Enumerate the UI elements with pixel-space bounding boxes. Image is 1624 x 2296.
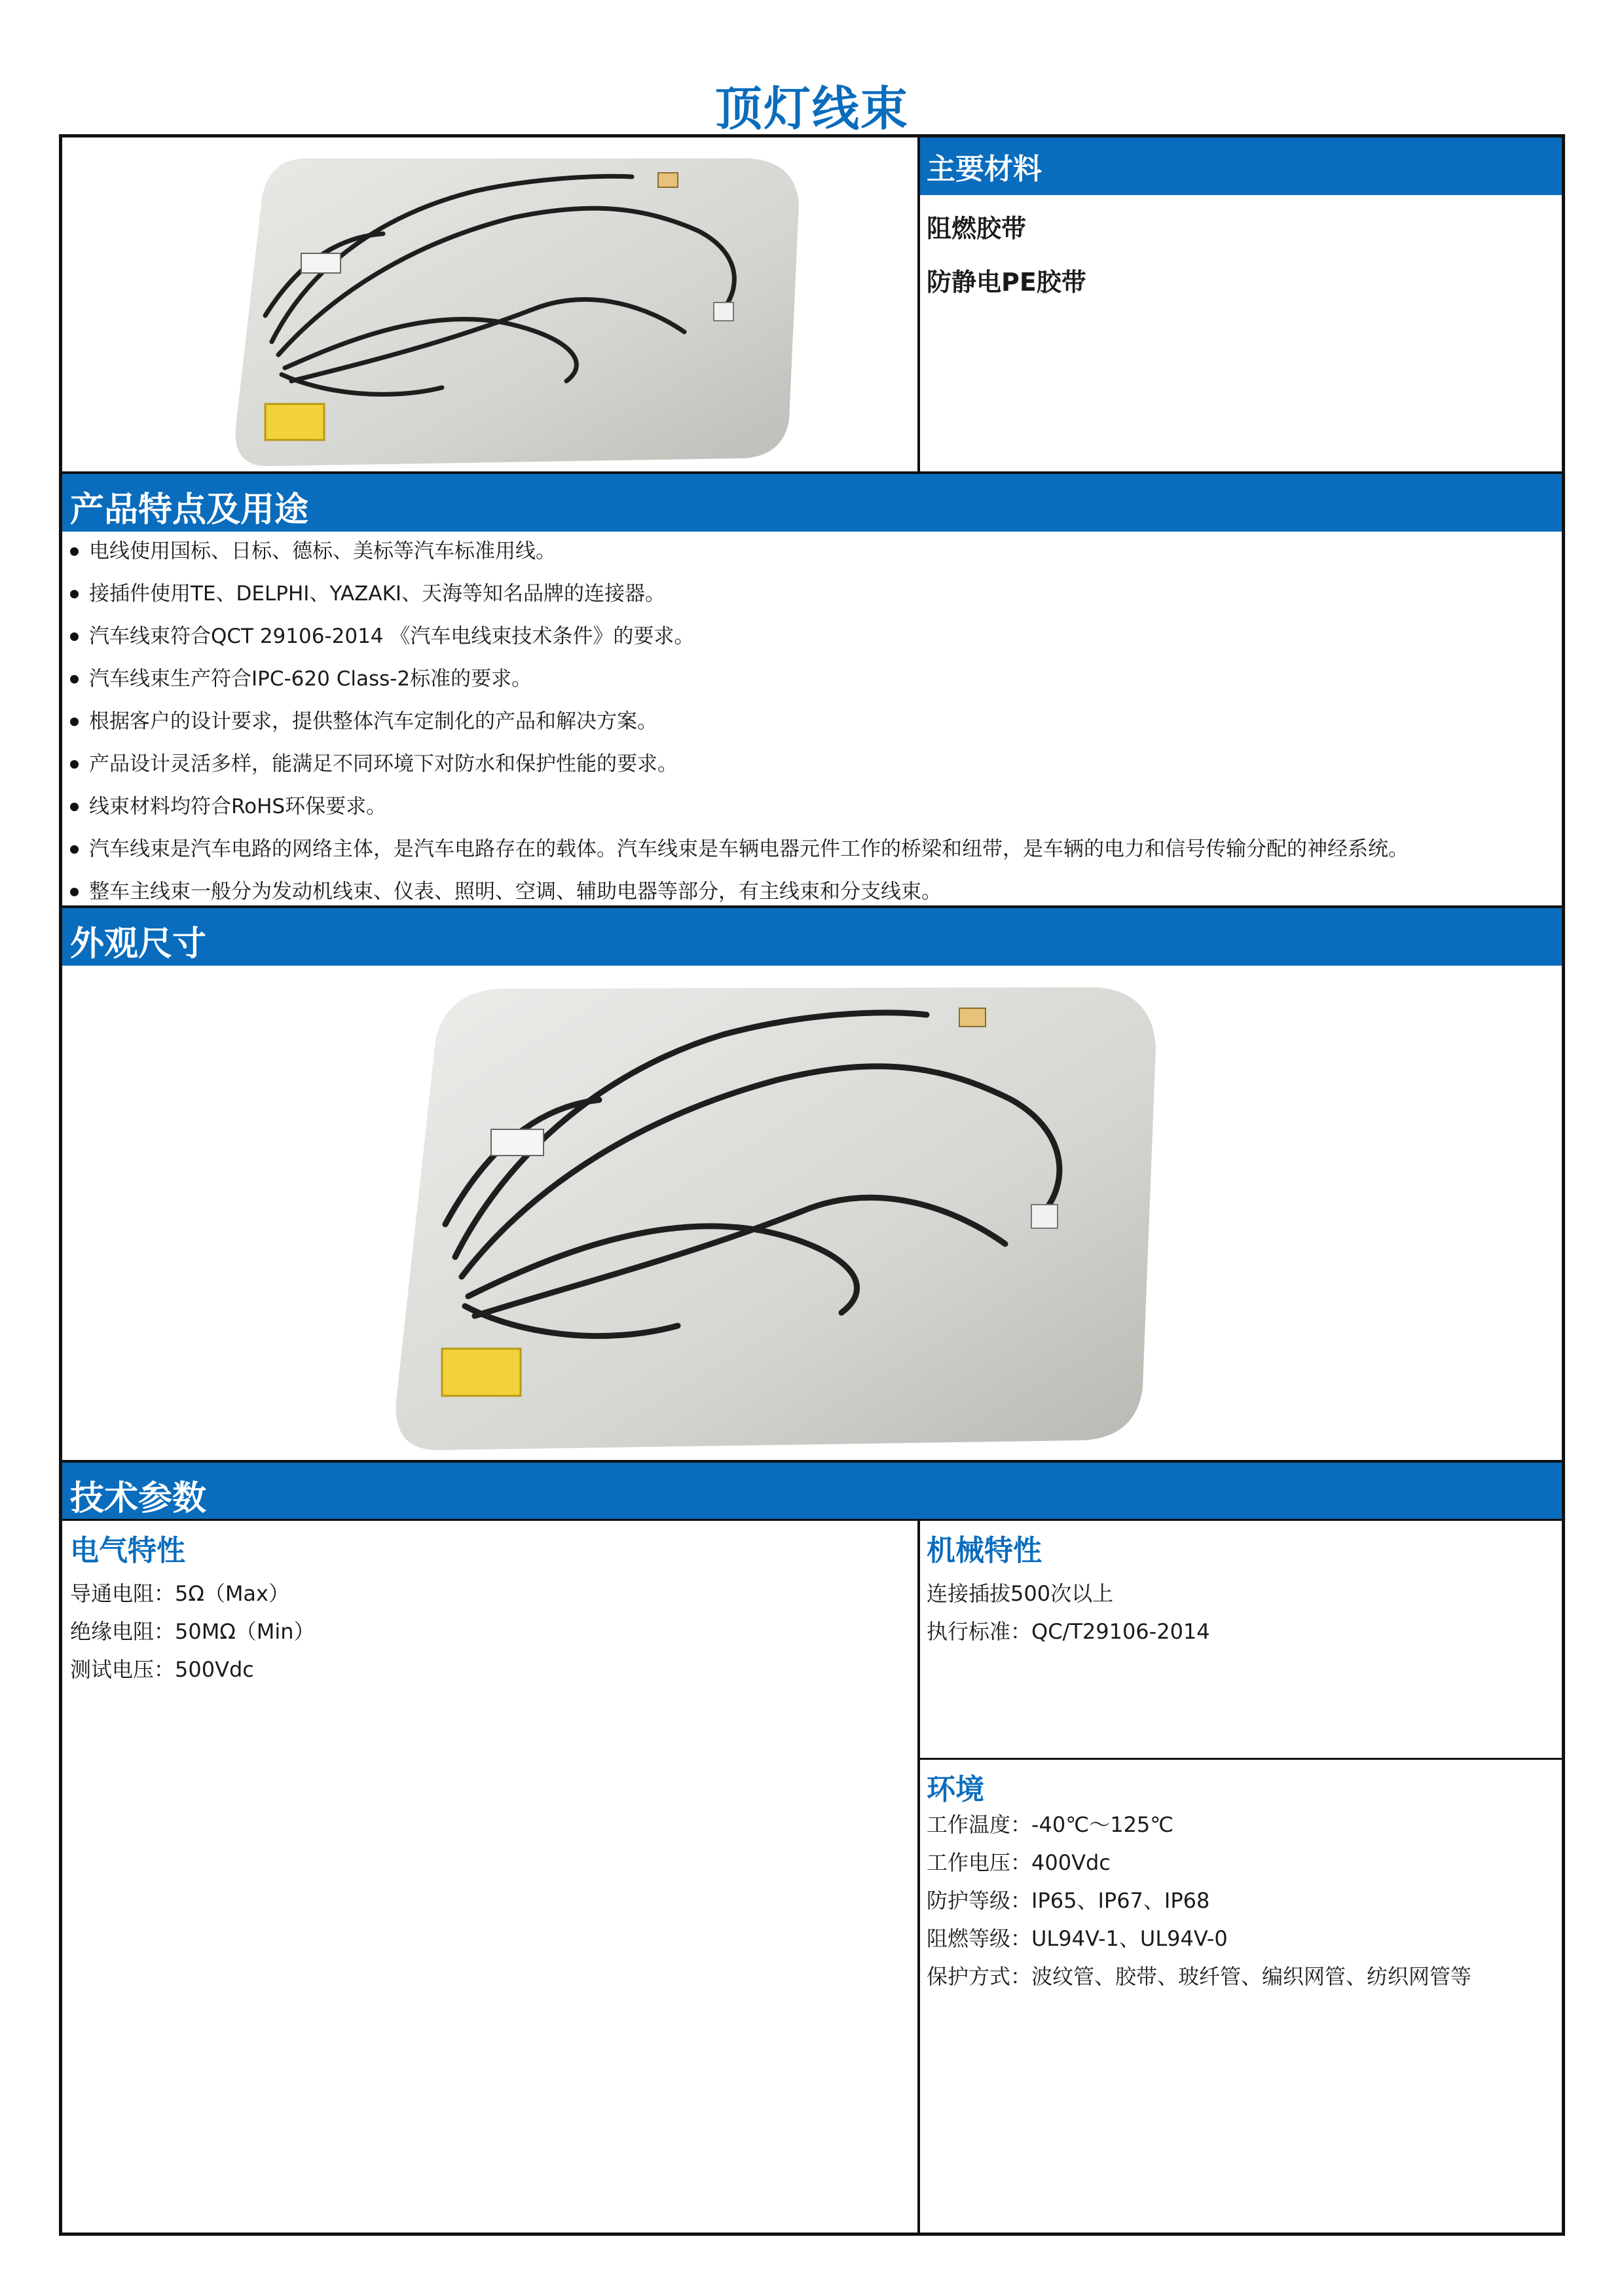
spec-item: 阻燃等级：UL94V-1、UL94V-0	[927, 1926, 1228, 1951]
list-item: 产品设计灵活多样，能满足不同环境下对防水和保护性能的要求。	[66, 743, 1553, 786]
dimensions-heading: 外观尺寸	[62, 908, 1562, 966]
connector-icon	[442, 1349, 521, 1396]
material-item: 防静电PE胶带	[927, 268, 1086, 297]
electrical-heading: 电气特性	[70, 1534, 185, 1567]
features-list	[66, 530, 1553, 913]
list-item: 整车主线束一般分为发动机线束、仪表、照明、空调、辅助电器等部分，有主线束和分支线束。	[66, 871, 1553, 913]
spec-item: 绝缘电阻：50MΩ（Min）	[70, 1619, 315, 1644]
spec-item: 工作温度：-40℃～125℃	[927, 1812, 1174, 1837]
material-item: 阻燃胶带	[927, 214, 1027, 243]
list-item: 汽车线束符合QCT 29106-2014 《汽车电线束技术条件》的要求。	[66, 615, 1553, 658]
spec-item: 连接插拔500次以上	[927, 1581, 1114, 1606]
spec-sheet	[59, 134, 1565, 2236]
spec-item: 测试电压：500Vdc	[70, 1657, 254, 1682]
spec-item: 防护等级：IP65、IP67、IP68	[927, 1888, 1210, 1913]
list-item: 根据客户的设计要求，提供整体汽车定制化的产品和解决方案。	[66, 701, 1553, 743]
spec-item: 导通电阻：5Ω（Max）	[70, 1581, 289, 1606]
spec-item: 保护方式：波纹管、胶带、玻纤管、编织网管、纺织网管等	[927, 1964, 1472, 1989]
mechanical-list	[927, 1575, 1210, 1650]
list-item: 电线使用国标、日标、德标、美标等汽车标准用线。	[66, 530, 1553, 573]
product-photo-top	[226, 145, 815, 469]
tech-heading: 技术参数	[62, 1463, 1562, 1519]
page-title: 顶灯线束	[714, 81, 909, 136]
list-item: 汽车线束生产符合IPC-620 Class-2标准的要求。	[66, 658, 1553, 701]
connector-icon	[265, 404, 324, 440]
spec-item: 工作电压：400Vdc	[927, 1850, 1111, 1875]
materials-heading: 主要材料	[920, 137, 1562, 195]
list-item: 线束材料均符合RoHS环保要求。	[66, 786, 1553, 828]
list-item: 汽车线束是汽车电路的网络主体，是汽车电路存在的载体。汽车线束是车辆电器元件工作的桥梁和纽带，是车辆的电力和信号传输分配的神经系统。	[66, 828, 1553, 871]
features-heading: 产品特点及用途	[62, 474, 1562, 532]
electrical-list	[70, 1575, 315, 1688]
environment-heading: 环境	[927, 1773, 984, 1806]
mechanical-heading: 机械特性	[927, 1534, 1042, 1567]
environment-list	[927, 1806, 1471, 1995]
list-item: 接插件使用TE、DELPHI、YAZAKI、天海等知名品牌的连接器。	[66, 573, 1553, 615]
product-photo-dimensions	[383, 969, 1175, 1460]
spec-item: 执行标准：QC/T29106-2014	[927, 1619, 1210, 1644]
